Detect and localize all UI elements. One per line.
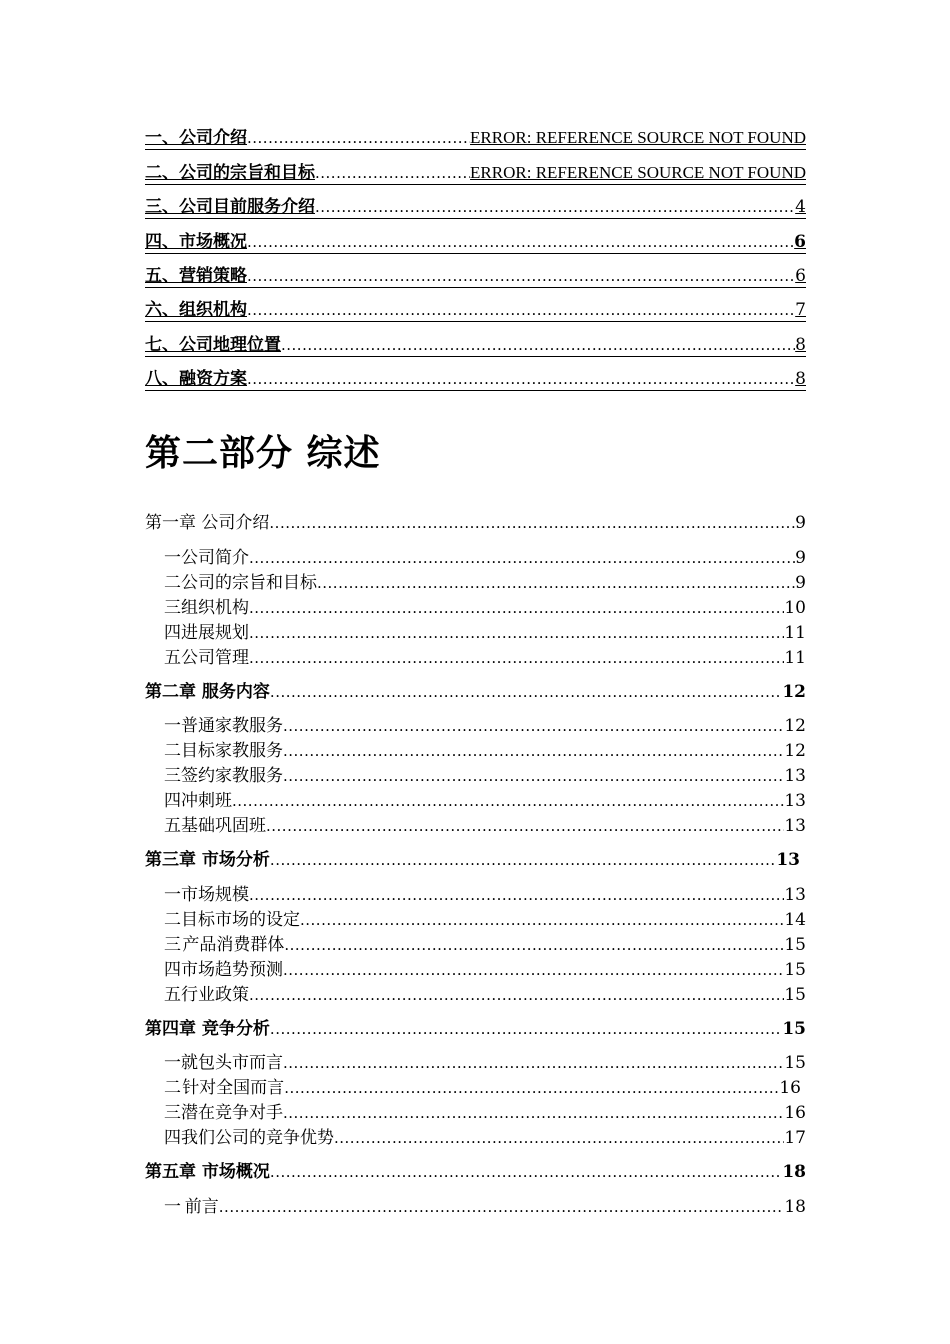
subitem-label: 目标市场的设定	[181, 910, 300, 930]
toc-link-7[interactable]	[145, 332, 806, 357]
subitem-number: 二	[164, 1078, 181, 1098]
dot-leader	[300, 909, 784, 931]
toc-subitem[interactable]	[164, 1125, 806, 1149]
subitem-label: 市场趋势预测	[181, 960, 283, 980]
toc-label: 一、公司介绍	[145, 128, 247, 148]
chapter-page: 13	[776, 850, 800, 870]
dot-leader	[269, 512, 795, 534]
chapter-page: 18	[782, 1162, 806, 1182]
dot-leader	[249, 984, 784, 1006]
toc-page: ERROR: REFERENCE SOURCE NOT FOUND	[470, 163, 806, 182]
subitem-number: 四	[164, 960, 181, 980]
subitem-number: 四	[164, 623, 181, 643]
dot-leader	[284, 1077, 779, 1099]
subitem-label: 基础巩固班	[181, 816, 266, 836]
toc-subitem[interactable]	[164, 1100, 806, 1124]
dot-leader	[270, 849, 776, 871]
toc-label: 六、组织机构	[145, 300, 247, 320]
subitem-label: 目标家教服务	[181, 741, 283, 761]
subitem-page: 13	[784, 816, 806, 836]
subitem-page: 9	[795, 573, 806, 593]
toc-subitem[interactable]	[164, 620, 806, 644]
subitem-number: 二	[164, 741, 181, 761]
subitem-page: 13	[784, 885, 806, 905]
toc-label: 三、公司目前服务介绍	[145, 197, 315, 217]
subitem-page: 17	[784, 1128, 806, 1148]
dot-leader	[249, 547, 795, 569]
subitem-label: 公司管理	[181, 648, 249, 668]
toc-subitem[interactable]	[164, 1075, 801, 1099]
chapter-1-line[interactable]	[145, 510, 806, 534]
subitem-number: 三	[164, 935, 181, 955]
subitem-number: 五	[164, 816, 181, 836]
subitem-number: 一	[164, 1053, 181, 1073]
subitem-page: 15	[784, 985, 806, 1005]
subitem-label: 市场规模	[181, 885, 249, 905]
subitem-label: 前言	[184, 1197, 219, 1217]
subitem-label: 针对全国而言	[182, 1078, 285, 1098]
subitem-number: 四	[164, 1128, 181, 1148]
toc-label: 四、市场概况	[145, 232, 247, 252]
chapter-page: 12	[782, 682, 806, 702]
subitem-label: 潜在竞争对手	[181, 1103, 283, 1123]
toc-subitem[interactable]	[164, 882, 806, 906]
subitem-page: 12	[784, 716, 806, 736]
subitem-page: 9	[795, 548, 806, 568]
subitem-number: 三	[164, 1103, 181, 1123]
subitem-page: 14	[784, 910, 806, 930]
subitem-number: 三	[164, 766, 181, 786]
toc-subitem[interactable]	[164, 570, 806, 594]
dot-leader	[266, 815, 784, 837]
dot-leader	[283, 1102, 784, 1124]
subitem-number: 二	[164, 573, 181, 593]
toc-label: 五、营销策略	[145, 266, 247, 286]
dot-leader	[283, 765, 784, 787]
dot-leader	[315, 196, 795, 218]
subitem-number: 四	[164, 791, 181, 811]
dot-leader	[247, 127, 470, 149]
toc-page: 6	[795, 266, 806, 286]
toc-page: 8	[795, 335, 806, 355]
dot-leader	[283, 740, 784, 762]
toc-subitem[interactable]	[164, 763, 806, 787]
subitem-page: 16	[784, 1103, 806, 1123]
toc-link-1[interactable]	[145, 125, 806, 150]
chapter-label: 第五章 市场概况	[145, 1162, 270, 1182]
dot-leader	[315, 162, 470, 184]
subitem-number: 一	[164, 1197, 181, 1217]
chapter-label: 第四章 竞争分析	[145, 1019, 270, 1039]
chapter-label: 第一章 公司介绍	[145, 513, 270, 533]
dot-leader	[281, 334, 795, 356]
dot-leader	[270, 1161, 782, 1183]
dot-leader	[270, 1018, 782, 1040]
chapter-3-line[interactable]	[145, 847, 800, 871]
subitem-label: 公司的宗旨和目标	[181, 573, 317, 593]
toc-page: 6	[794, 232, 806, 252]
chapter-5-line[interactable]	[145, 1159, 806, 1183]
subitem-number: 三	[164, 598, 181, 618]
subitem-page: 16	[779, 1078, 801, 1098]
toc-subitem[interactable]	[164, 907, 806, 931]
dot-leader	[232, 790, 784, 812]
dot-leader	[283, 959, 784, 981]
toc-subitem[interactable]	[164, 1194, 806, 1218]
subitem-page: 13	[784, 791, 806, 811]
dot-leader	[219, 1196, 785, 1218]
subitem-label: 冲刺班	[181, 791, 232, 811]
chapter-page: 15	[782, 1019, 806, 1039]
dot-leader	[283, 1052, 784, 1074]
subitem-page: 15	[784, 1053, 806, 1073]
subitem-number: 五	[164, 985, 181, 1005]
chapter-2-line[interactable]	[145, 679, 806, 703]
chapter-label: 第二章 服务内容	[145, 682, 270, 702]
subitem-label: 进展规划	[181, 623, 249, 643]
toc-subitem[interactable]	[164, 1050, 806, 1074]
subitem-label: 行业政策	[181, 985, 249, 1005]
toc-subitem[interactable]	[164, 813, 806, 837]
subitem-page: 18	[784, 1197, 806, 1217]
chapter-page: 9	[795, 513, 806, 533]
toc-label: 二、公司的宗旨和目标	[145, 163, 315, 183]
dot-leader	[247, 368, 795, 390]
dot-leader	[284, 934, 784, 956]
subitem-page: 11	[784, 623, 806, 643]
toc-label: 八、融资方案	[145, 369, 247, 389]
subitem-number: 二	[164, 910, 181, 930]
subitem-page: 15	[784, 935, 806, 955]
subitem-number: 一	[164, 548, 181, 568]
toc-subitem[interactable]	[164, 982, 806, 1006]
toc-subitem[interactable]	[164, 738, 806, 762]
chapter-4-line[interactable]	[145, 1016, 806, 1040]
subitem-label: 组织机构	[181, 598, 249, 618]
dot-leader	[249, 647, 784, 669]
dot-leader	[334, 1127, 784, 1149]
toc-subitem[interactable]	[164, 788, 806, 812]
dot-leader	[270, 681, 782, 703]
dot-leader	[247, 231, 794, 253]
chapter-label: 第三章 市场分析	[145, 850, 270, 870]
toc-link-4[interactable]	[145, 229, 806, 254]
toc-page: 8	[795, 369, 806, 389]
toc-subitem[interactable]	[164, 713, 806, 737]
dot-leader	[247, 299, 795, 321]
subitem-page: 11	[784, 648, 806, 668]
subitem-label: 我们公司的竞争优势	[181, 1128, 334, 1148]
toc-link-8[interactable]	[145, 366, 806, 391]
subitem-label: 公司简介	[181, 548, 249, 568]
toc-subitem[interactable]	[164, 957, 806, 981]
toc-page: 7	[795, 300, 806, 320]
toc-subitem[interactable]	[164, 545, 806, 569]
toc-link-3[interactable]	[145, 194, 806, 219]
subitem-number: 一	[164, 716, 181, 736]
toc-link-2[interactable]	[145, 160, 806, 185]
dot-leader	[249, 622, 784, 644]
subitem-page: 15	[784, 960, 806, 980]
toc-label: 七、公司地理位置	[145, 335, 281, 355]
toc-link-5[interactable]	[145, 263, 806, 288]
dot-leader	[247, 265, 795, 287]
toc-link-6[interactable]	[145, 297, 806, 322]
subitem-page: 13	[784, 766, 806, 786]
subitem-label: 产品消费群体	[182, 935, 285, 955]
subitem-label: 普通家教服务	[181, 716, 283, 736]
subitem-label: 签约家教服务	[181, 766, 283, 786]
subitem-number: 五	[164, 648, 181, 668]
toc-page: ERROR: REFERENCE SOURCE NOT FOUND	[470, 128, 806, 147]
dot-leader	[249, 884, 784, 906]
dot-leader	[317, 572, 795, 594]
toc-subitem[interactable]	[164, 932, 806, 956]
subitem-number: 一	[164, 885, 181, 905]
toc-subitem[interactable]	[164, 595, 806, 619]
subitem-page: 10	[784, 598, 806, 618]
toc-page: 4	[795, 197, 806, 217]
dot-leader	[283, 715, 784, 737]
toc-subitem[interactable]	[164, 645, 806, 669]
subitem-label: 就包头市而言	[181, 1053, 283, 1073]
subitem-page: 12	[784, 741, 806, 761]
dot-leader	[249, 597, 784, 619]
section-heading: 第二部分 综述	[145, 433, 381, 474]
